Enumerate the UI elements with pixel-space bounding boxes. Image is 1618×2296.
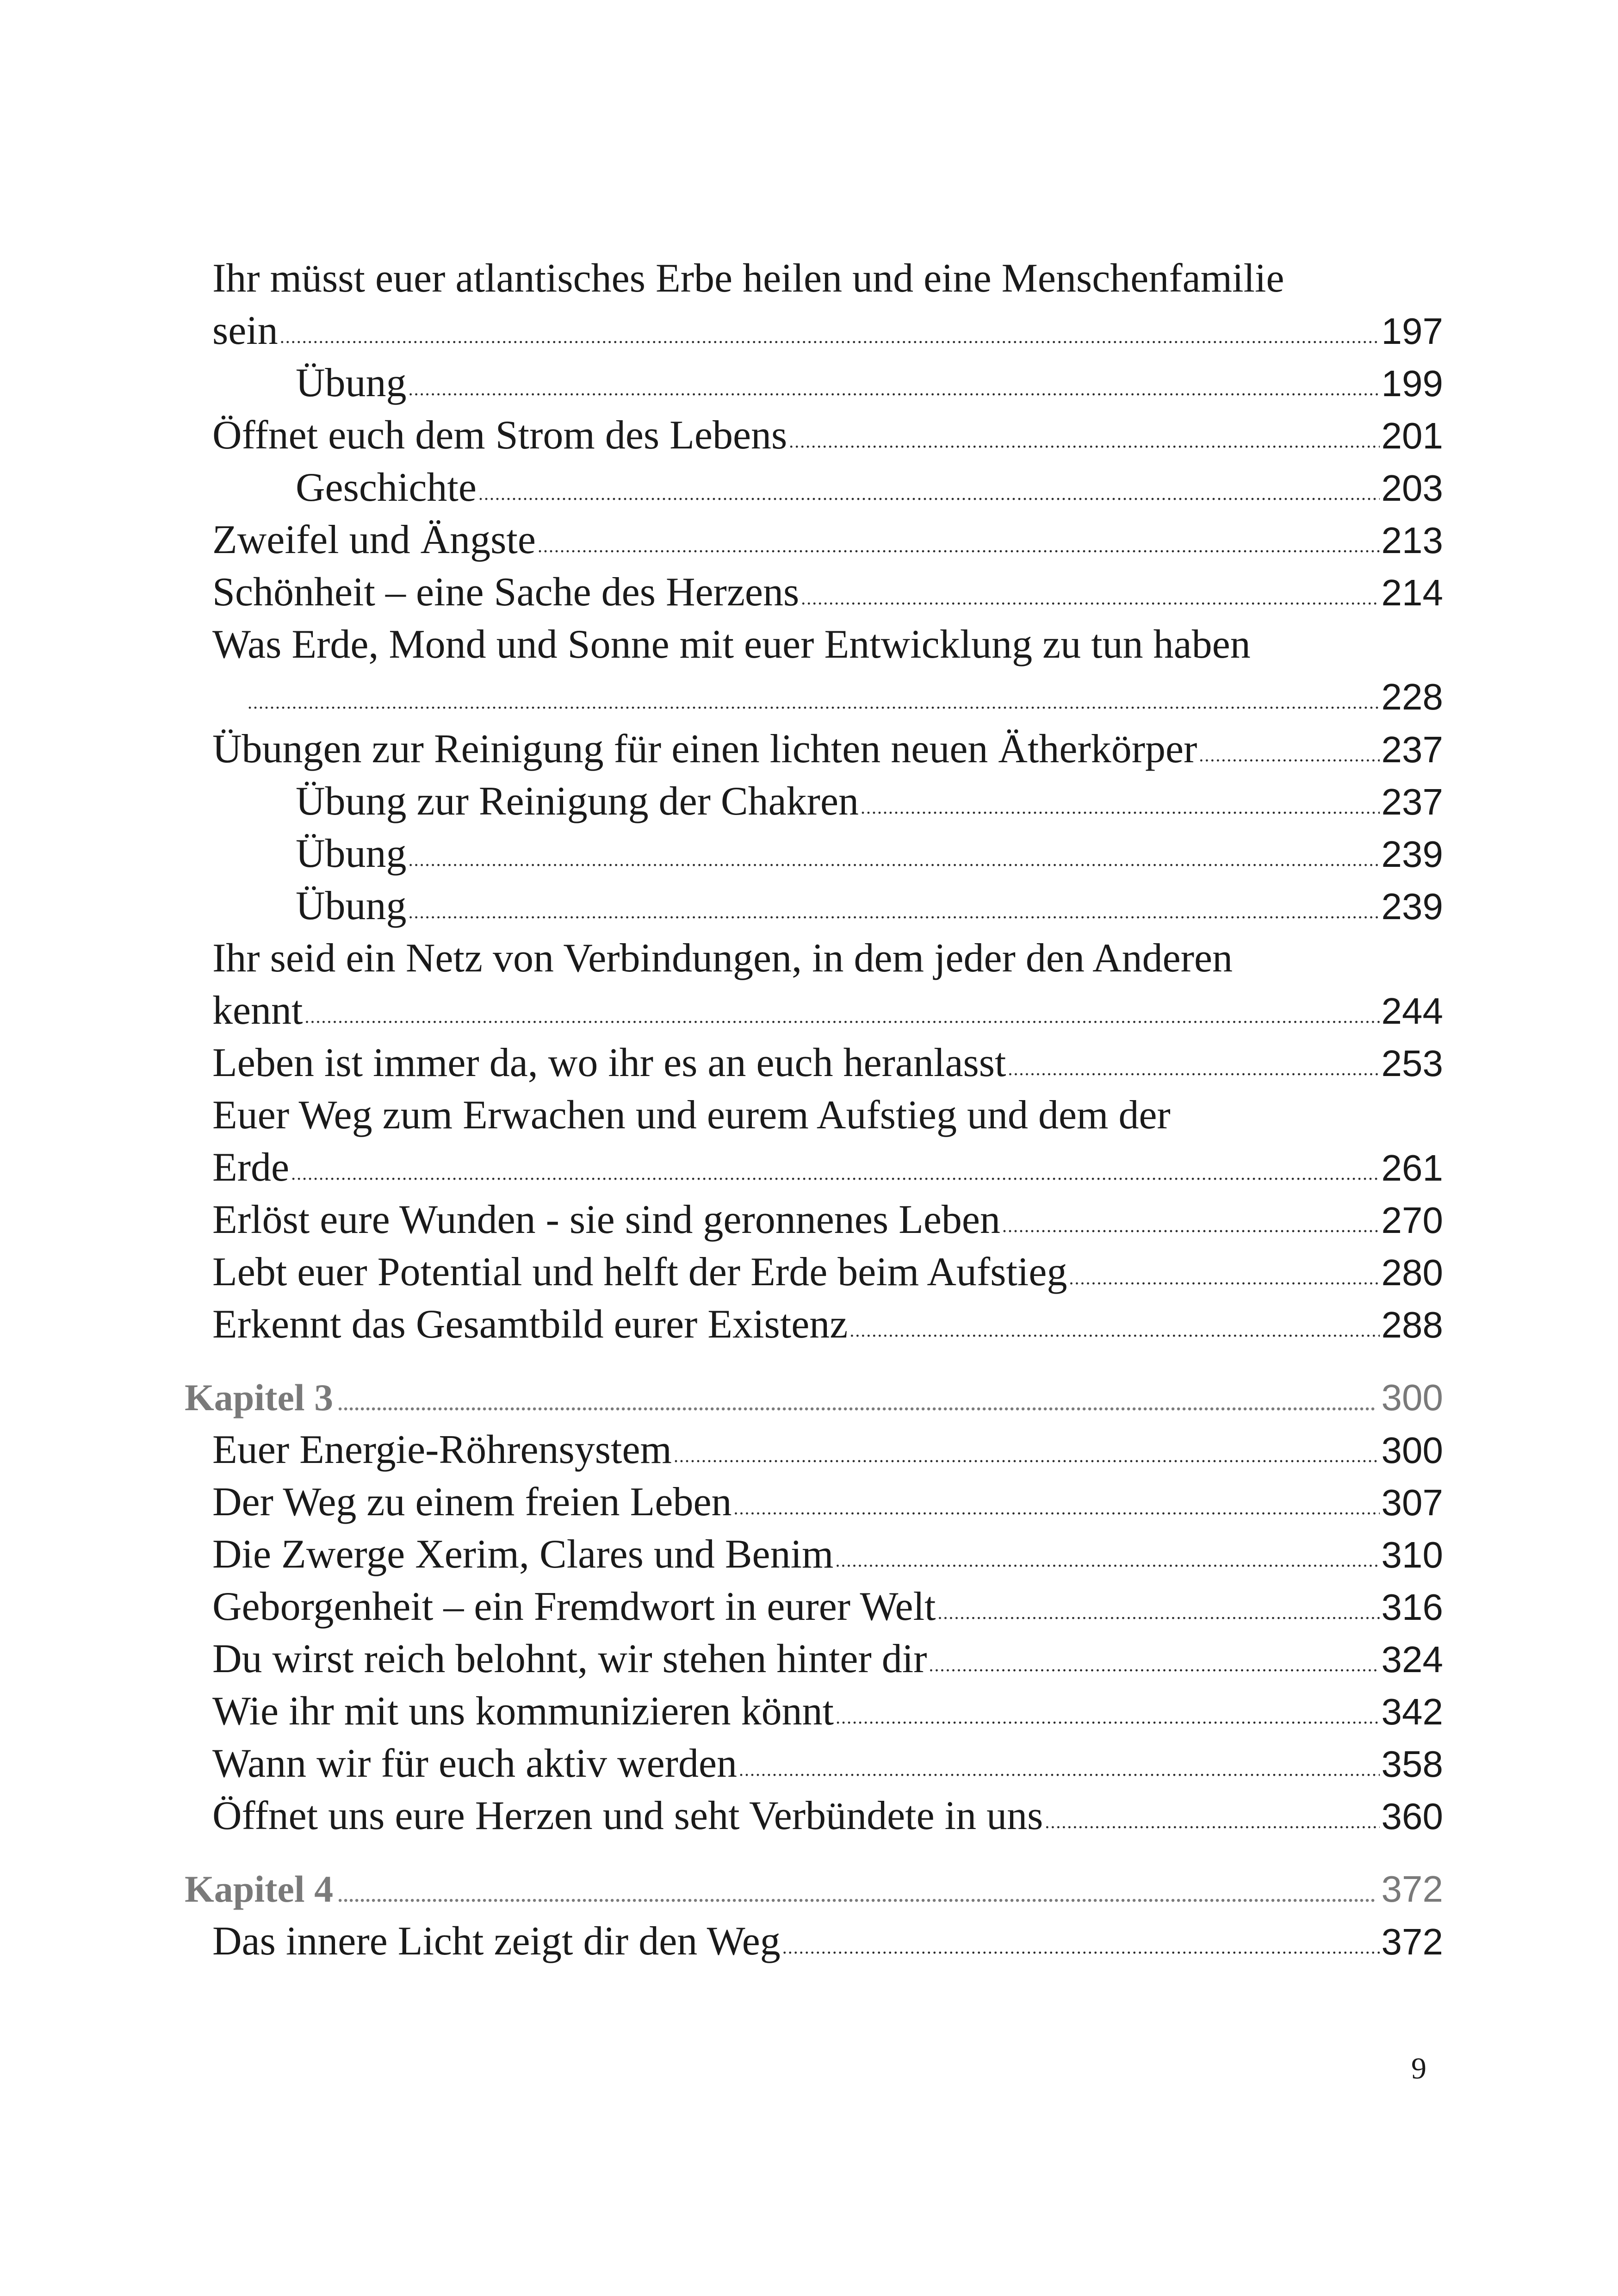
dot-leader [338,1395,1376,1413]
chapter-page-number: 300 [1381,1377,1443,1418]
toc-entry-title: Schönheit – eine Sache des Herzens [212,570,800,615]
toc-entry-title: Geschichte [296,465,477,510]
toc-entry [212,1528,1443,1580]
dot-leader [409,380,1380,398]
dot-leader [1002,1217,1380,1235]
toc-entry-title: Erlöst eure Wunden - sie sind geronnenes Leben [212,1197,1000,1242]
toc-entry [212,1424,1443,1476]
toc-entry [212,1915,1443,1967]
toc-entry-title: Leben ist immer da, wo ihr es an euch heranlasst [212,1040,1006,1085]
dot-leader [836,1708,1379,1727]
toc-page-number: 372 [1381,1921,1443,1962]
toc-entry-title: Übung [296,884,407,928]
toc-page-number: 213 [1381,520,1443,561]
toc-page-number: 239 [1381,886,1443,927]
toc-page-number: 288 [1381,1304,1443,1345]
dot-leader [305,1008,1380,1026]
toc-subentry [212,828,1443,880]
toc-subentry [212,775,1443,828]
toc-entry-title: Euer Energie-Röhrensystem [212,1427,672,1472]
dot-leader [291,1164,1379,1183]
dot-leader [789,432,1379,451]
dot-leader [409,851,1380,869]
toc-page-number: 201 [1381,415,1443,456]
toc-page-number: 253 [1381,1043,1443,1084]
toc-entry-title: Lebt euer Potential und helft der Erde beim Aufstieg [212,1250,1067,1294]
dot-leader [937,1604,1379,1622]
toc-entry-title: kennt [212,988,303,1033]
toc-subentry [212,357,1443,409]
toc-page-number: 316 [1381,1587,1443,1628]
toc-entry-title: Die Zwerge Xerim, Clares und Benim [212,1532,834,1577]
toc-entry-title: Übung [296,831,407,876]
toc-page-number: 203 [1381,467,1443,509]
toc-entry-line: Euer Weg zum Erwachen und eurem Aufstieg und dem der [212,1093,1171,1138]
toc-page-number: 237 [1381,781,1443,822]
toc-entry-title: Geborgenheit – ein Fremdwort in eurer Welt [212,1584,936,1629]
toc-entry-title: Übung [296,361,407,405]
toc-entry [212,1476,1443,1528]
toc-page-number: 270 [1381,1200,1443,1241]
toc-entry-title: Übungen zur Reinigung für einen lichten neuen Ätherkörper [212,727,1197,772]
toc-entry [212,1037,1443,1089]
toc-entry [212,723,1443,775]
toc-page-number: 228 [1381,676,1443,717]
toc-entry-line: Ihr müsst euer atlantisches Erbe heilen und eine Menschenfamilie [212,256,1284,301]
toc-entry-title: Öffnet euch dem Strom des Lebens [212,413,787,458]
toc-entry [212,1580,1443,1633]
toc-entry-line: Ihr seid ein Netz von Verbindungen, in dem jeder den Anderen [212,936,1233,981]
toc-entry-title: Zweifel und Ängste [212,517,536,562]
toc-page-number: 358 [1381,1743,1443,1785]
toc-entry [212,1246,1443,1298]
toc-entry [212,984,1443,1037]
toc-entry [212,514,1443,566]
toc-entry-title: Erkennt das Gesamtbild eurer Existenz [212,1302,848,1347]
toc-entry [212,671,1443,723]
toc-page-number: 197 [1381,311,1443,352]
toc-entry-title: Der Weg zu einem freien Leben [212,1480,732,1524]
dot-leader [835,1551,1379,1570]
dot-leader [849,1321,1379,1340]
toc-page-number: 239 [1381,834,1443,875]
toc-entry [212,1141,1443,1194]
dot-leader [338,1886,1376,1905]
dot-leader [782,1938,1380,1957]
chapter-title: Kapitel 3 [185,1376,334,1419]
toc-page-number: 360 [1381,1796,1443,1837]
toc-page-number: 214 [1381,572,1443,613]
dot-leader [478,485,1380,503]
dot-leader [739,1761,1379,1779]
toc-entry-line: Was Erde, Mond und Sonne mit euer Entwicklung zu tun haben [212,622,1251,667]
chapter-heading [185,1863,1443,1915]
toc-entry-title: Wie ihr mit uns kommunizieren könnt [212,1689,834,1734]
dot-leader [861,798,1379,817]
dot-leader [1199,746,1379,765]
toc-page-number: 199 [1381,363,1443,404]
toc-page-number: 300 [1381,1430,1443,1471]
toc-entry [212,305,1443,357]
dot-leader [409,903,1380,921]
table-of-contents [185,252,1443,1967]
toc-page-number: 324 [1381,1639,1443,1680]
toc-entry [212,1298,1443,1350]
chapter-page-number: 372 [1381,1868,1443,1910]
toc-entry [212,409,1443,461]
toc-entry-title: Das innere Licht zeigt dir den Weg [212,1919,781,1964]
dot-leader [1069,1269,1379,1288]
toc-entry [212,1737,1443,1790]
toc-entry-title: Erde [212,1145,290,1190]
toc-page-number: 310 [1381,1534,1443,1575]
dot-leader [1045,1813,1379,1831]
dot-leader [734,1499,1380,1518]
toc-subentry [212,461,1443,514]
toc-entry [212,566,1443,618]
toc-entry-title: Du wirst reich belohnt, wir stehen hinter dir [212,1636,927,1681]
dot-leader [248,693,1380,712]
toc-page-number: 237 [1381,729,1443,770]
chapter-title: Kapitel 4 [185,1868,334,1910]
dot-leader [280,328,1380,346]
toc-entry [212,1194,1443,1246]
dot-leader [538,537,1380,555]
page-number: 9 [1411,2052,1426,2085]
toc-page-number: 244 [1381,990,1443,1032]
toc-entry-title: Wann wir für euch aktiv werden [212,1741,738,1786]
dot-leader [801,589,1379,608]
toc-entry-title: Übung zur Reinigung der Chakren [296,779,859,824]
dot-leader [1008,1060,1379,1078]
toc-entry [212,1790,1443,1842]
toc-entry [212,1633,1443,1685]
toc-entry-title: Öffnet uns eure Herzen und seht Verbündete in uns [212,1793,1043,1838]
toc-entry-title: sein [212,308,278,353]
toc-page-number: 342 [1381,1691,1443,1732]
toc-page-number: 280 [1381,1252,1443,1293]
toc-page-number: 261 [1381,1147,1443,1188]
toc-page-number: 307 [1381,1482,1443,1523]
dot-leader [929,1656,1380,1674]
chapter-heading [185,1371,1443,1424]
dot-leader [674,1447,1380,1465]
toc-entry [212,1685,1443,1737]
toc-subentry [212,880,1443,932]
